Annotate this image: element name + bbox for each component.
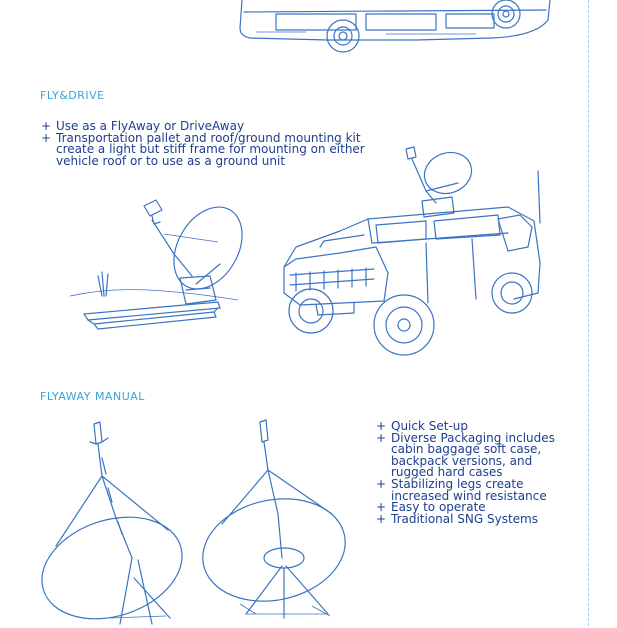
flyaway-manual-heading: FLYAWAY MANUAL — [40, 390, 145, 403]
page-divider — [588, 0, 589, 626]
van-illustration — [236, 0, 566, 60]
feature-item: + Easy to operate — [375, 502, 575, 514]
feature-item: + Transportation pallet and roof/ground mounting kit create a light but stiff frame for mounting on either vehicle roof or to use as a ground unit — [40, 133, 385, 168]
feature-item: + Diverse Packaging includes cabin baggage soft case, backpack versions, and rugged hard cases — [375, 433, 575, 479]
humvee-antenna-illustration — [276, 143, 556, 358]
flyaway-manual-feature-list — [375, 421, 575, 525]
flyaway-antenna-rear-illustration — [200, 418, 350, 628]
ground-antenna-illustration — [68, 196, 258, 346]
feature-item: + Use as a FlyAway or DriveAway — [40, 121, 385, 133]
feature-item: + Traditional SNG Systems — [375, 514, 575, 526]
feature-item: + Stabilizing legs create increased wind resistance — [375, 479, 575, 502]
flydrive-heading: FLY&DRIVE — [40, 89, 105, 102]
feature-item: + Quick Set-up — [375, 421, 575, 433]
flyaway-antenna-front-illustration — [40, 418, 190, 628]
